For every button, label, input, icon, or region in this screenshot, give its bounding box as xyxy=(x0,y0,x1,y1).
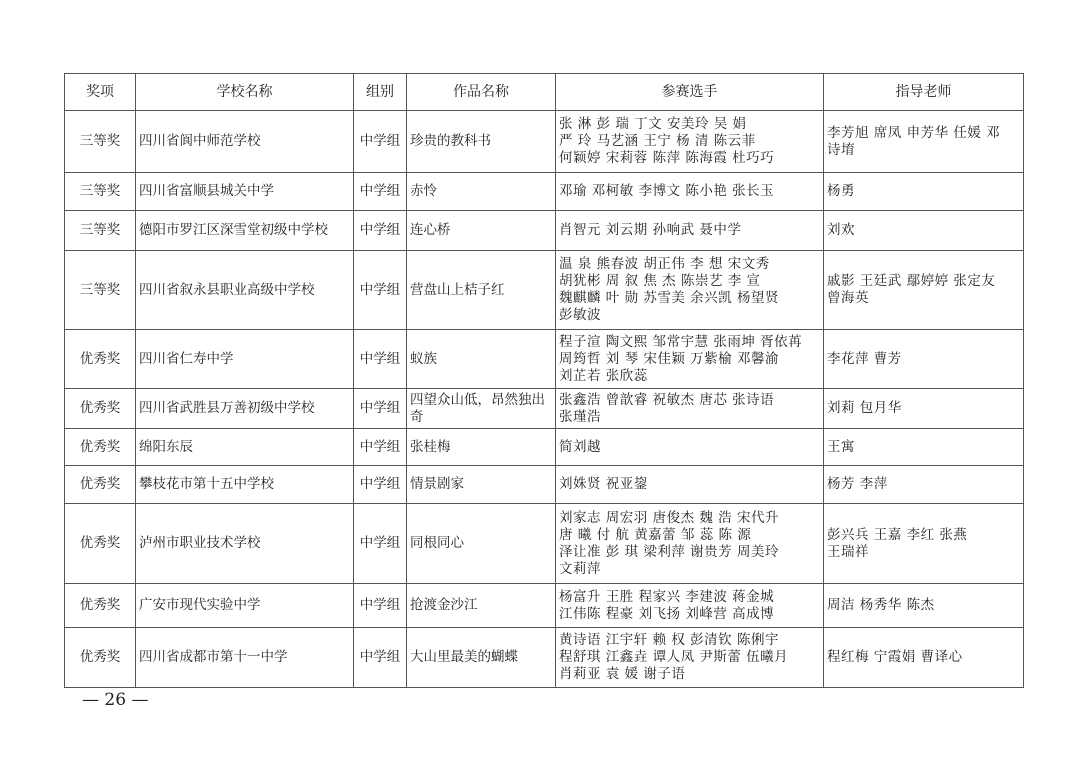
student-line: 刘姝贤 祝亚鋆 xyxy=(559,476,648,492)
school-cell: 四川省阆中师范学校 xyxy=(136,111,354,173)
awards-table xyxy=(64,73,1024,688)
school-cell: 攀枝花市第十五中学校 xyxy=(136,466,354,504)
group-cell: 中学组 xyxy=(354,466,407,504)
school-cell: 绵阳东辰 xyxy=(136,429,354,466)
group-cell: 中学组 xyxy=(354,628,407,688)
teacher-line: 彭兴兵 王嘉 李红 张燕 xyxy=(827,526,968,543)
school-cell: 泸州市职业技术学校 xyxy=(136,504,354,584)
student-line: 邓瑜 邓柯敏 李博文 陈小艳 张长玉 xyxy=(559,183,775,199)
student-line: 彭敏波 xyxy=(559,307,601,323)
award-cell: 优秀奖 xyxy=(65,429,136,466)
group-cell: 中学组 xyxy=(354,173,407,211)
award-cell: 优秀奖 xyxy=(65,389,136,429)
header-students: 参赛选手 xyxy=(556,74,824,111)
teacher-line: 李芳旭 席凤 申芳华 任媛 邓 xyxy=(827,124,1001,141)
work-cell: 蚁族 xyxy=(407,330,556,389)
student-line: 魏麒麟 叶 勋 苏雪美 余兴凯 杨望贤 xyxy=(559,290,779,306)
teacher-line: 王瑞祥 xyxy=(827,543,869,560)
table-row xyxy=(65,584,1024,628)
teacher-line: 程红梅 宁霞娟 曹译心 xyxy=(827,649,963,665)
group-cell: 中学组 xyxy=(354,111,407,173)
student-line: 张鑫浩 曾歆睿 祝敏杰 唐芯 张诗语 xyxy=(559,391,775,408)
teacher-line: 杨勇 xyxy=(827,183,855,199)
group-cell: 中学组 xyxy=(354,211,407,251)
teacher-line: 戚影 王廷武 鄢婷婷 张定友 xyxy=(827,273,996,289)
students-cell xyxy=(556,504,824,584)
student-line: 文莉萍 xyxy=(559,560,601,577)
group-cell: 中学组 xyxy=(354,429,407,466)
table-row xyxy=(65,466,1024,504)
student-line: 黄诗语 江宇轩 赖 权 彭清钦 陈俐宇 xyxy=(559,632,779,648)
student-line: 杨富升 王胜 程家兴 李建波 蒋金城 xyxy=(559,588,775,605)
teacher-line: 周洁 杨秀华 陈杰 xyxy=(827,597,935,613)
work-cell: 珍贵的教科书 xyxy=(407,111,556,173)
teachers-cell xyxy=(824,466,1024,504)
group-cell: 中学组 xyxy=(354,584,407,628)
header-teachers: 指导老师 xyxy=(824,74,1024,111)
student-line: 肖莉亚 袁 媛 谢子语 xyxy=(559,666,686,682)
teachers-cell xyxy=(824,330,1024,389)
student-line: 肖智元 刘云期 孙响武 聂中学 xyxy=(559,222,742,238)
work-cell: 同根同心 xyxy=(407,504,556,584)
student-line: 泽让准 彭 琪 梁利萍 谢贵芳 周美玲 xyxy=(559,543,779,560)
page-number: — 26 — xyxy=(82,690,149,710)
award-cell: 优秀奖 xyxy=(65,584,136,628)
student-line: 刘芷若 张欣蕊 xyxy=(559,367,648,384)
teacher-line: 王寓 xyxy=(827,438,855,455)
work-cell: 张桂梅 xyxy=(407,429,556,466)
school-cell: 四川省富顺县城关中学 xyxy=(136,173,354,211)
table-row xyxy=(65,211,1024,251)
work-cell: 情景剧家 xyxy=(407,466,556,504)
teacher-line: 曾海英 xyxy=(827,290,869,306)
table-row xyxy=(65,504,1024,584)
work-cell: 连心桥 xyxy=(407,211,556,251)
table-row xyxy=(65,330,1024,389)
teacher-line: 刘欢 xyxy=(827,222,855,238)
table-header-row xyxy=(65,74,1024,111)
work-cell: 营盘山上桔子红 xyxy=(407,251,556,330)
teacher-line: 杨芳 李萍 xyxy=(827,476,888,492)
table-row xyxy=(65,389,1024,429)
header-award: 奖项 xyxy=(65,74,136,111)
table-row xyxy=(65,173,1024,211)
teacher-line: 刘莉 包月华 xyxy=(827,400,902,416)
student-line: 江伟陈 程豪 刘飞扬 刘峰营 高成博 xyxy=(559,605,775,622)
award-cell: 三等奖 xyxy=(65,251,136,330)
award-cell: 三等奖 xyxy=(65,111,136,173)
group-cell: 中学组 xyxy=(354,389,407,429)
teachers-cell xyxy=(824,628,1024,688)
students-cell xyxy=(556,211,824,251)
table-row xyxy=(65,628,1024,688)
award-cell: 优秀奖 xyxy=(65,466,136,504)
teachers-cell xyxy=(824,211,1024,251)
group-cell: 中学组 xyxy=(354,330,407,389)
school-cell: 四川省成都市第十一中学 xyxy=(136,628,354,688)
table-row xyxy=(65,251,1024,330)
work-cell: 四望众山低，昂然独出奇 xyxy=(407,389,556,429)
teachers-cell xyxy=(824,429,1024,466)
award-cell: 三等奖 xyxy=(65,173,136,211)
student-line: 程子渲 陶文熙 邹常宇慧 张雨坤 胥依苒 xyxy=(559,333,803,350)
students-cell xyxy=(556,111,824,173)
students-cell xyxy=(556,330,824,389)
teachers-cell xyxy=(824,504,1024,584)
award-cell: 优秀奖 xyxy=(65,504,136,584)
award-cell: 优秀奖 xyxy=(65,330,136,389)
work-cell: 抢渡金沙江 xyxy=(407,584,556,628)
student-line: 温 泉 熊春波 胡正伟 李 想 宋文秀 xyxy=(559,256,770,272)
student-line: 刘家志 周宏羽 唐俊杰 魏 浩 宋代升 xyxy=(559,509,779,526)
students-cell xyxy=(556,429,824,466)
school-cell: 德阳市罗江区深雪堂初级中学校 xyxy=(136,211,354,251)
header-work: 作品名称 xyxy=(407,74,556,111)
school-cell: 广安市现代实验中学 xyxy=(136,584,354,628)
student-line: 唐 曦 付 航 黄嘉蕾 邹 蕊 陈 源 xyxy=(559,526,752,543)
work-cell: 大山里最美的蝴蝶 xyxy=(407,628,556,688)
award-cell: 优秀奖 xyxy=(65,628,136,688)
student-line: 简刘越 xyxy=(559,438,601,455)
teachers-cell xyxy=(824,251,1024,330)
header-school: 学校名称 xyxy=(136,74,354,111)
table-row xyxy=(65,429,1024,466)
students-cell xyxy=(556,173,824,211)
student-line: 张瑾浩 xyxy=(559,408,601,425)
group-cell: 中学组 xyxy=(354,504,407,584)
students-cell xyxy=(556,628,824,688)
teachers-cell xyxy=(824,389,1024,429)
table-row xyxy=(65,111,1024,173)
teachers-cell xyxy=(824,111,1024,173)
teacher-line: 诗堉 xyxy=(827,141,855,158)
student-line: 胡犹彬 周 叙 焦 杰 陈崇艺 李 宣 xyxy=(559,273,761,289)
group-cell: 中学组 xyxy=(354,251,407,330)
student-line: 张 淋 彭 瑞 丁文 安美玲 吴 娟 xyxy=(559,116,747,132)
teachers-cell xyxy=(824,173,1024,211)
students-cell xyxy=(556,389,824,429)
students-cell xyxy=(556,251,824,330)
school-cell: 四川省仁寿中学 xyxy=(136,330,354,389)
student-line: 程舒琪 江鑫垚 谭人凤 尹斯蕾 伍曦月 xyxy=(559,649,789,665)
students-cell xyxy=(556,584,824,628)
teachers-cell xyxy=(824,584,1024,628)
award-cell: 三等奖 xyxy=(65,211,136,251)
teacher-line: 李花萍 曹芳 xyxy=(827,350,902,367)
header-group: 组别 xyxy=(354,74,407,111)
school-cell: 四川省武胜县万善初级中学校 xyxy=(136,389,354,429)
work-cell: 赤怜 xyxy=(407,173,556,211)
school-cell: 四川省叙永县职业高级中学校 xyxy=(136,251,354,330)
students-cell xyxy=(556,466,824,504)
student-line: 周筠哲 刘 琴 宋佳颖 万紫榆 邓馨渝 xyxy=(559,350,779,367)
student-line: 何颖婷 宋莉蓉 陈萍 陈海霞 杜巧巧 xyxy=(559,150,775,166)
student-line: 严 玲 马艺涵 王宁 杨 清 陈云菲 xyxy=(559,133,756,149)
